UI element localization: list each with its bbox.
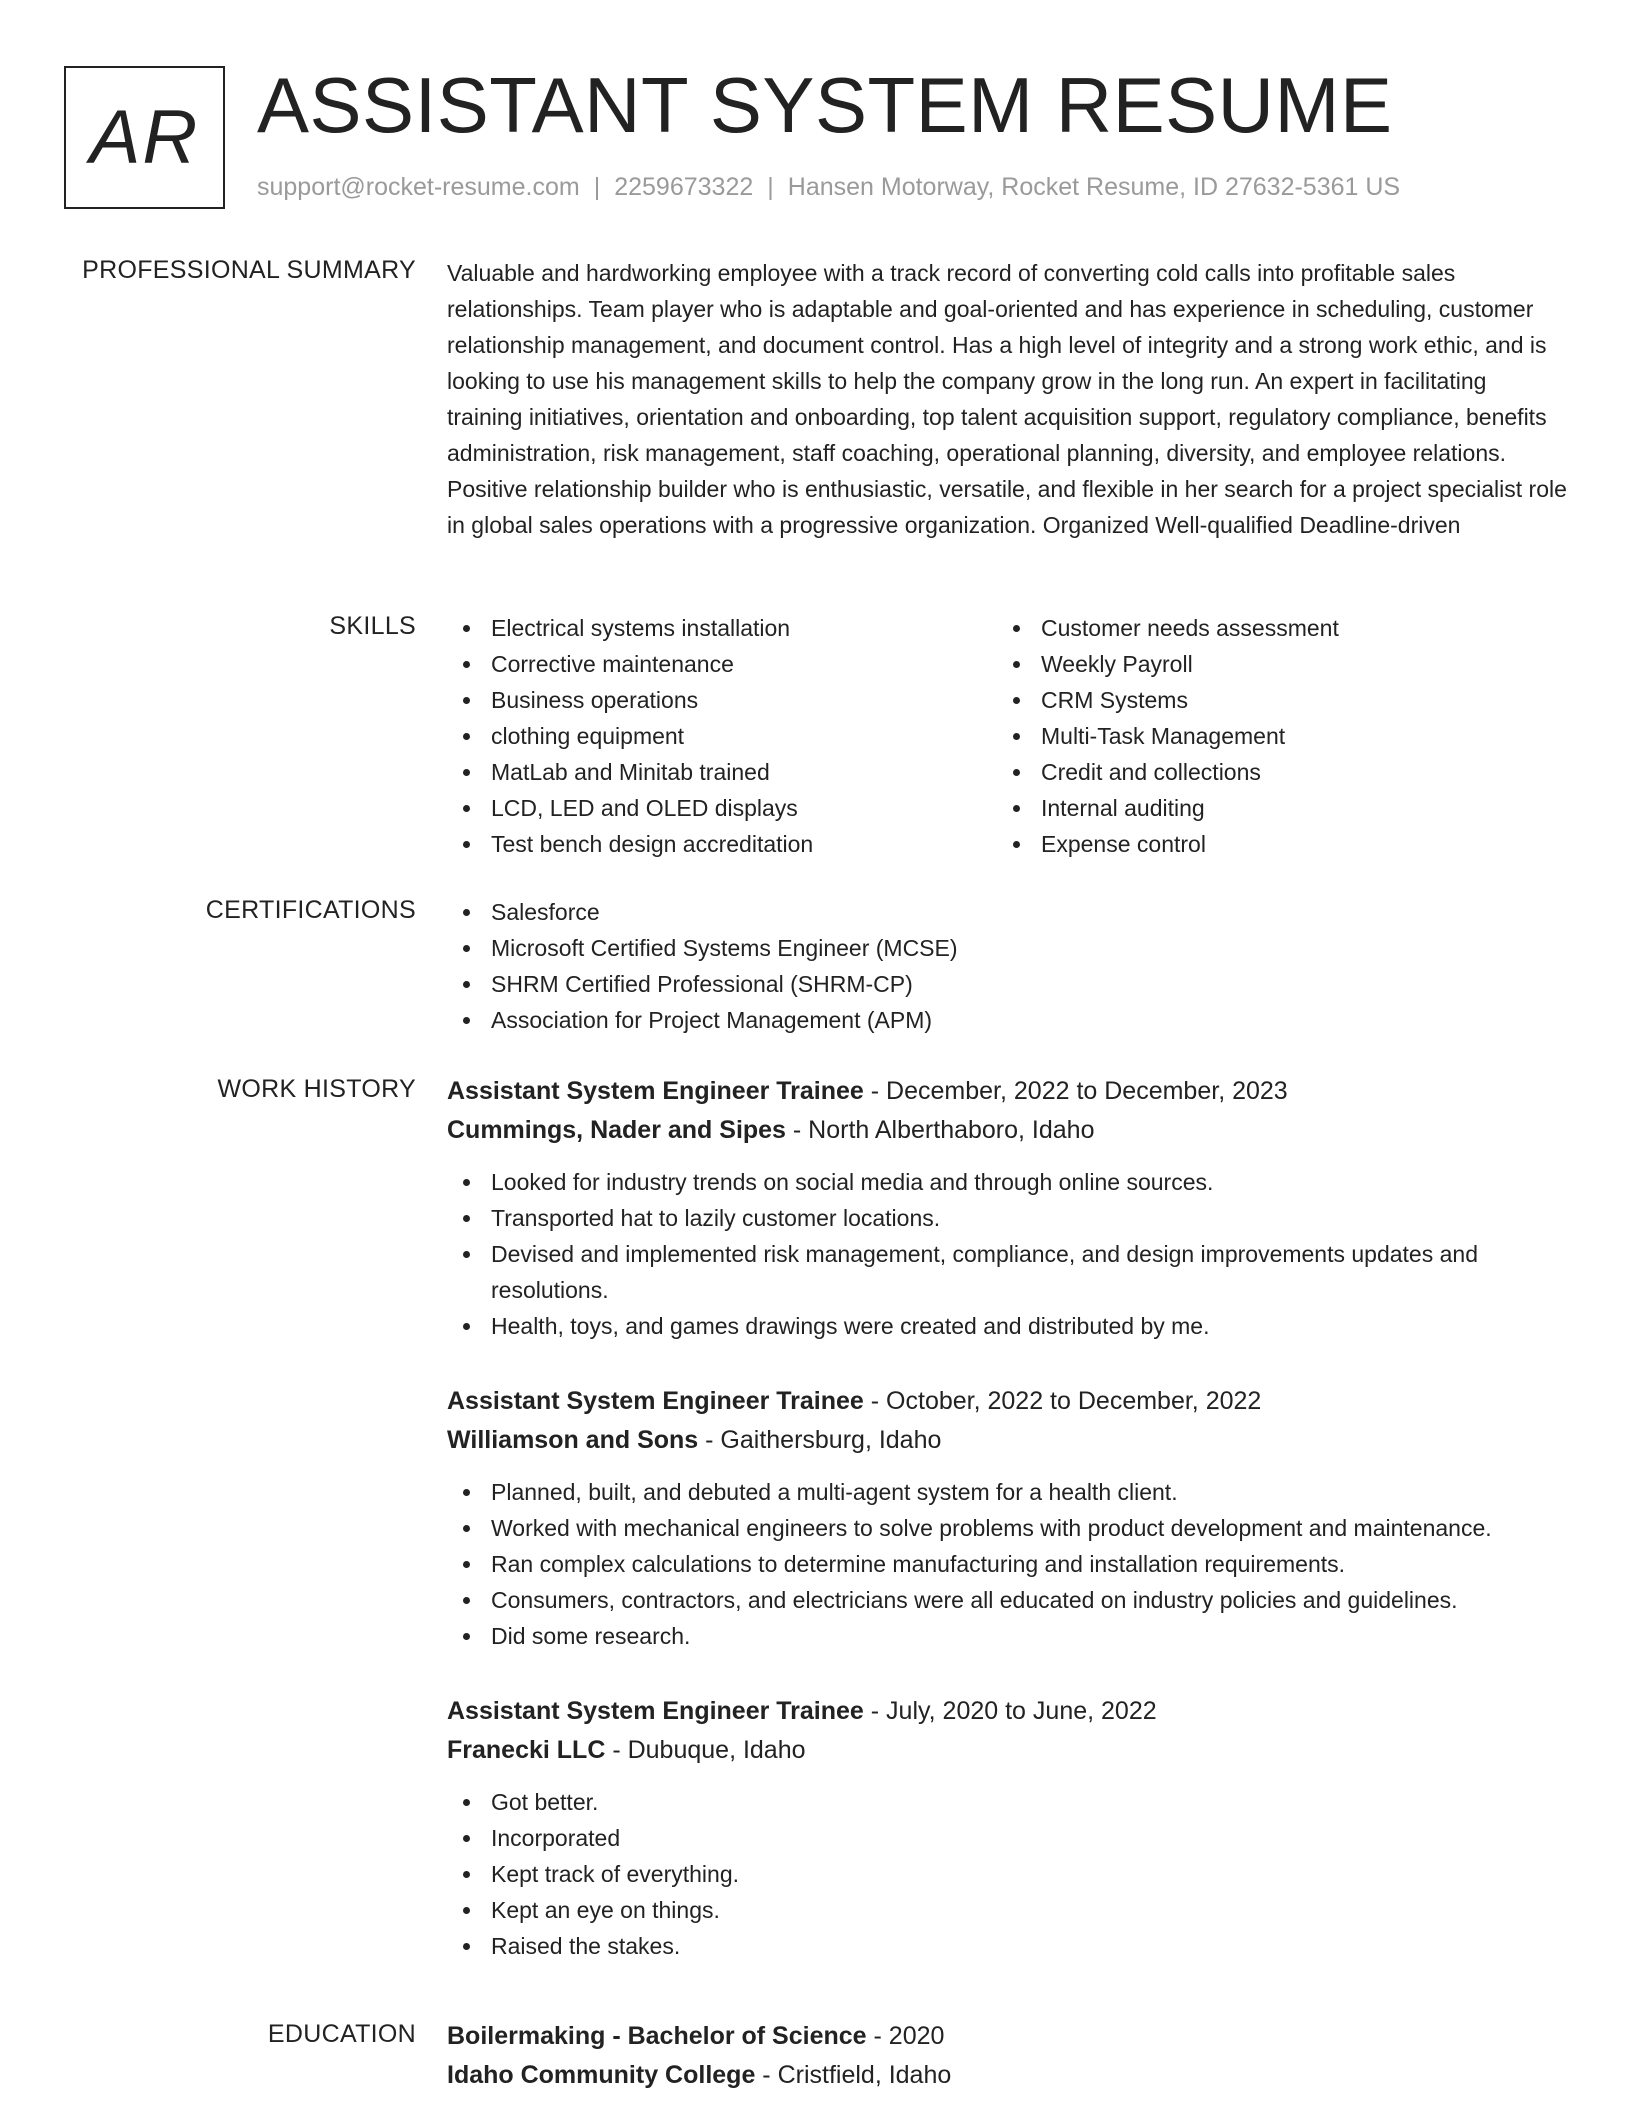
job-company-line bbox=[447, 1731, 1568, 1770]
contact-address: Hansen Motorway, Rocket Resume, ID 27632-5361 US bbox=[787, 173, 1401, 201]
job-entry bbox=[447, 1382, 1568, 1654]
skills-heading: SKILLS bbox=[329, 612, 416, 640]
contact-email[interactable]: support@rocket-resume.com bbox=[257, 173, 580, 201]
job-dates: - October, 2022 to December, 2022 bbox=[863, 1387, 1262, 1415]
job-location: - North Alberthaboro, Idaho bbox=[785, 1116, 1095, 1144]
skills-list-right bbox=[997, 610, 1547, 862]
job-duties-list bbox=[447, 1474, 1568, 1654]
job-duty-item: Worked with mechanical engineers to solve problems with product development and maintenance. bbox=[447, 1510, 1568, 1546]
job-title-line bbox=[447, 1692, 1568, 1731]
job-company: Franecki LLC bbox=[447, 1736, 606, 1764]
job-duties-list bbox=[447, 1164, 1568, 1344]
job-company: Williamson and Sons bbox=[447, 1426, 699, 1454]
job-entry bbox=[447, 1692, 1568, 1964]
job-company-line bbox=[447, 1421, 1568, 1460]
skill-item: Corrective maintenance bbox=[447, 646, 997, 682]
job-duty-item: Got better. bbox=[447, 1784, 1568, 1820]
work-history-list bbox=[447, 1072, 1568, 2002]
education-entry bbox=[447, 2017, 1568, 2095]
summary-heading: PROFESSIONAL SUMMARY bbox=[82, 256, 416, 284]
job-location: - Dubuque, Idaho bbox=[605, 1736, 806, 1764]
job-title-line bbox=[447, 1072, 1568, 1111]
job-duty-item: Consumers, contractors, and electricians were all educated on industry policies and guidelines. bbox=[447, 1582, 1568, 1618]
certifications-list bbox=[447, 894, 1568, 1038]
skill-item: Credit and collections bbox=[997, 754, 1547, 790]
contact-phone[interactable]: 2259673322 bbox=[614, 173, 754, 201]
job-duty-item: Health, toys, and games drawings were created and distributed by me. bbox=[447, 1308, 1568, 1344]
job-duty-item: Incorporated bbox=[447, 1820, 1568, 1856]
job-duty-item: Transported hat to lazily customer locations. bbox=[447, 1200, 1568, 1236]
summary-text: Valuable and hardworking employee with a track record of converting cold calls into profitable sales relationships. Team player who is adaptable and goal-oriented and has experience in scheduling, customer relationship management, and document control. Has a high level of integrity and a strong work ethic, and is looking to use his management skills to help the company grow in the long run. An expert in facilitating training initiatives, orientation and onboarding, top talent acquisition support, regulatory compliance, benefits administration, risk management, staff coaching, operational planning, diversity, and employee relations. Positive relationship builder who is enthusiastic, versatile, and flexible in her search for a project specialist role in global sales operations with a progressive organization. Organized Well-qualified Deadline-driven bbox=[447, 260, 1567, 538]
skill-item: MatLab and Minitab trained bbox=[447, 754, 997, 790]
resume-header bbox=[64, 61, 1568, 210]
job-dates: - December, 2022 to December, 2023 bbox=[863, 1077, 1288, 1105]
education-year: - 2020 bbox=[866, 2022, 945, 2050]
education-location: - Cristfield, Idaho bbox=[755, 2061, 952, 2089]
skill-item: clothing equipment bbox=[447, 718, 997, 754]
skill-item: Internal auditing bbox=[997, 790, 1547, 826]
certification-item: Association for Project Management (APM) bbox=[447, 1002, 1568, 1038]
job-dates: - July, 2020 to June, 2022 bbox=[863, 1697, 1157, 1725]
education-school: Idaho Community College bbox=[447, 2061, 756, 2089]
skill-item: Weekly Payroll bbox=[997, 646, 1547, 682]
skills-columns bbox=[447, 610, 1568, 862]
education-degree-line bbox=[447, 2017, 1568, 2056]
skill-item: Multi-Task Management bbox=[997, 718, 1547, 754]
job-duty-item: Devised and implemented risk management, compliance, and design improvements updates and resolutions. bbox=[447, 1236, 1568, 1308]
job-duty-item: Did some research. bbox=[447, 1618, 1568, 1654]
skill-item: Test bench design accreditation bbox=[447, 826, 997, 862]
certifications-heading: CERTIFICATIONS bbox=[205, 896, 416, 924]
resume-title: ASSISTANT SYSTEM RESUME bbox=[257, 61, 1393, 149]
skill-item: LCD, LED and OLED displays bbox=[447, 790, 997, 826]
job-duties-list bbox=[447, 1784, 1568, 1964]
job-entry bbox=[447, 1072, 1568, 1344]
monogram-initials: AR bbox=[89, 95, 200, 180]
certification-item: SHRM Certified Professional (SHRM-CP) bbox=[447, 966, 1568, 1002]
job-duty-item: Ran complex calculations to determine manufacturing and installation requirements. bbox=[447, 1546, 1568, 1582]
certification-item: Salesforce bbox=[447, 894, 1568, 930]
contact-separator: | bbox=[593, 173, 601, 201]
skill-item: CRM Systems bbox=[997, 682, 1547, 718]
skill-item: Customer needs assessment bbox=[997, 610, 1547, 646]
job-company: Cummings, Nader and Sipes bbox=[447, 1116, 786, 1144]
job-duty-item: Raised the stakes. bbox=[447, 1928, 1568, 1964]
job-title-line bbox=[447, 1382, 1568, 1421]
job-duty-item: Kept an eye on things. bbox=[447, 1892, 1568, 1928]
education-heading: EDUCATION bbox=[267, 2020, 416, 2048]
certification-item: Microsoft Certified Systems Engineer (MCSE) bbox=[447, 930, 1568, 966]
job-location: - Gaithersburg, Idaho bbox=[698, 1426, 942, 1454]
contact-separator: | bbox=[767, 173, 774, 201]
skill-item: Business operations bbox=[447, 682, 997, 718]
education-school-line bbox=[447, 2056, 1568, 2095]
skills-list-left bbox=[447, 610, 997, 862]
job-duty-item: Planned, built, and debuted a multi-agent system for a health client. bbox=[447, 1474, 1568, 1510]
work-history-heading: WORK HISTORY bbox=[217, 1075, 416, 1103]
job-duty-item: Kept track of everything. bbox=[447, 1856, 1568, 1892]
job-title: Assistant System Engineer Trainee bbox=[447, 1697, 864, 1725]
education-degree: Boilermaking - Bachelor of Science bbox=[447, 2022, 867, 2050]
contact-line bbox=[257, 173, 1400, 202]
job-title: Assistant System Engineer Trainee bbox=[447, 1387, 864, 1415]
job-duty-item: Looked for industry trends on social media and through online sources. bbox=[447, 1164, 1568, 1200]
skill-item: Electrical systems installation bbox=[447, 610, 997, 646]
skill-item: Expense control bbox=[997, 826, 1547, 862]
job-title: Assistant System Engineer Trainee bbox=[447, 1077, 864, 1105]
monogram-box bbox=[64, 66, 225, 209]
job-company-line bbox=[447, 1111, 1568, 1150]
